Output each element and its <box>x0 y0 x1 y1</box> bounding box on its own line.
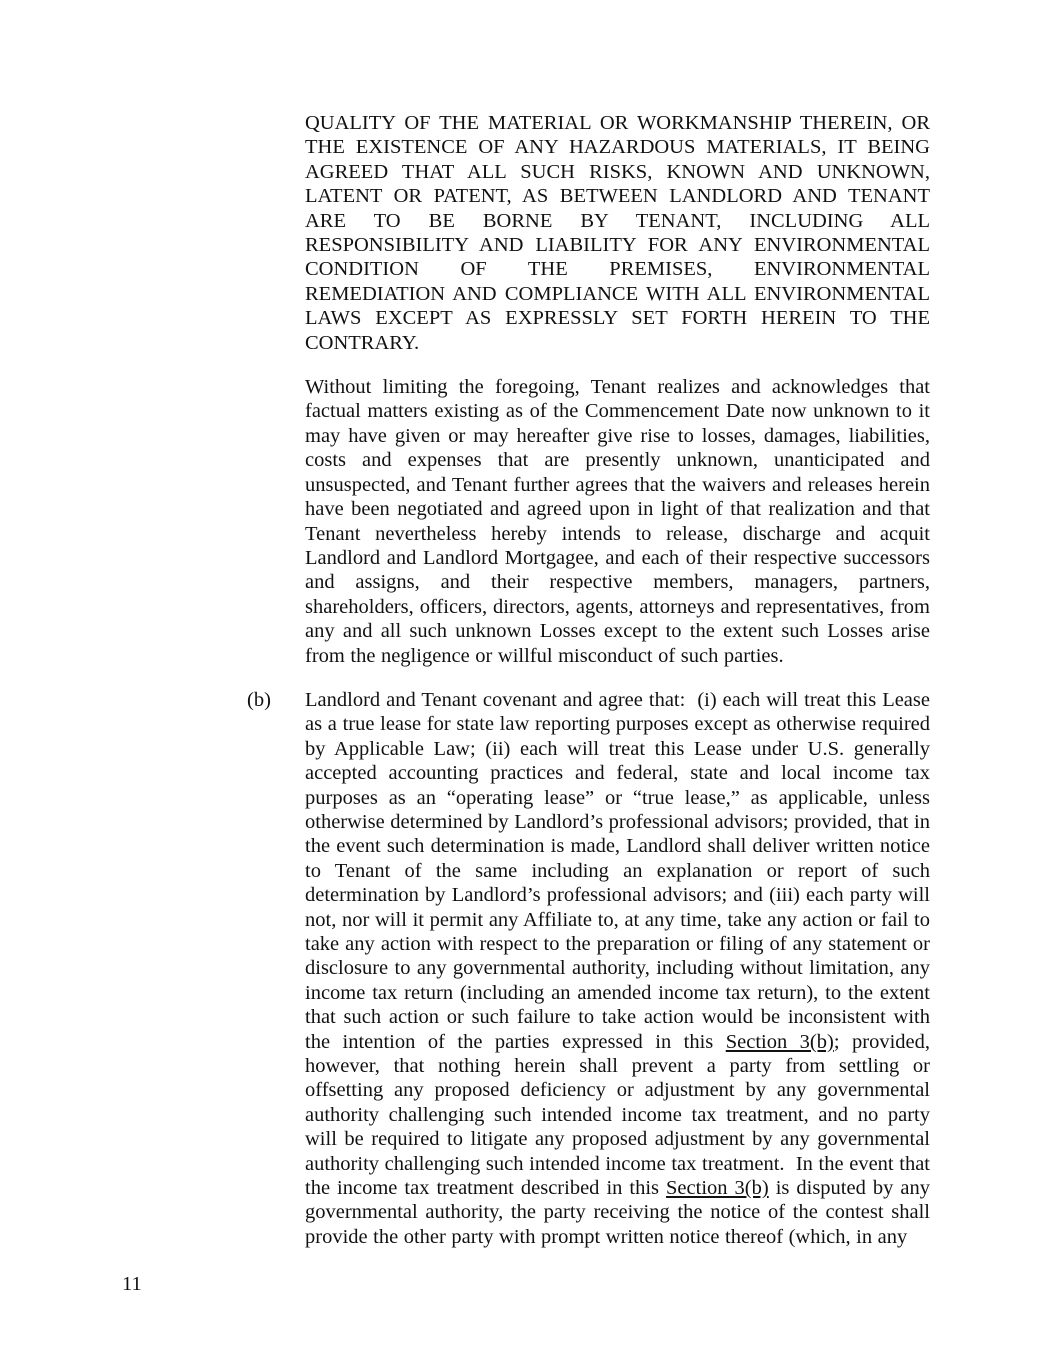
paragraph-disclaimer-caps: QUALITY OF THE MATERIAL OR WORKMANSHIP THEREIN, OR THE EXISTENCE OF ANY HAZARDOUS MATERIALS, IT BEING AGREED THAT ALL SUCH RISKS, KNOWN AND UNKNOWN, LATENT OR PATENT, AS BETWEEN LANDLORD AND TENANT ARE TO BE BORNE BY TENANT, INCLUDING ALL RESPONSIBILITY AND LIABILITY FOR ANY ENVIRONMENTAL CONDITION OF THE PREMISES, ENVIRONMENTAL REMEDIATION AND COMPLIANCE WITH ALL ENVIRONMENTAL LAWS EXCEPT AS EXPRESSLY SET FORTH HEREIN TO THE CONTRARY. <box>305 112 930 354</box>
paragraph-waiver: Without limiting the foregoing, Tenant realizes and acknowledges that factual matters existing as of the Commencement Date now unknown to it may have given or may hereafter give rise to losses, damages, liabilities, costs and expenses that are presently unknown, unanticipated and unsuspected, and Tenant further agrees that the waivers and releases herein have been negotiated and agreed upon in light of that realization and that Tenant nevertheless hereby intends to release, discharge and acquit Landlord and Landlord Mortgagee, and each of their respective successors and assigns, and their respective members, managers, partners, shareholders, officers, directors, agents, attorneys and representatives, from any and all such unknown Losses except to the extent such Losses arise from the negligence or willful misconduct of such parties. <box>305 376 930 667</box>
clause-b-body: Landlord and Tenant covenant and agree that: (i) each will treat this Lease as a true lease for state law reporting purposes except as otherwise required by Applicable Law; (ii) each will treat this Lease under U.S. generally accepted accounting practices and federal, state and local income tax purposes as an “operating lease” or “true lease,” as applicable, unless otherwise determined by Landlord’s professional advisors; provided, that in the event such determination is made, Landlord shall deliver written notice to Tenant of the same including an explanation or report of such determination by Landlord’s professional advisors; and (iii) each party will not, nor will it permit any Affiliate to, at any time, take any action or fail to take any action with respect to the preparation or filing of any statement or disclosure to any governmental authority, including without limitation, any income tax return (including an amended income tax return), to the extent that such action or such failure to take action would be inconsistent with the intention of the parties expressed in this Section 3(b); provided, however, that nothing herein shall prevent a party from settling or offsetting any proposed deficiency or adjustment by any governmental authority challenging such intended income tax treatment, and no party will be required to litigate any proposed adjustment by any governmental authority challenging such intended income tax treatment. In the event that the income tax treatment described in this Section 3(b) is disputed by any governmental authority, the party receiving the notice of the contest shall provide the other party with prompt written notice thereof (which, in any <box>305 688 930 1248</box>
page-content <box>247 111 930 1249</box>
page-number: 11 <box>122 1273 142 1295</box>
clause-b <box>247 688 930 1249</box>
clause-b-label: (b) <box>247 688 271 711</box>
